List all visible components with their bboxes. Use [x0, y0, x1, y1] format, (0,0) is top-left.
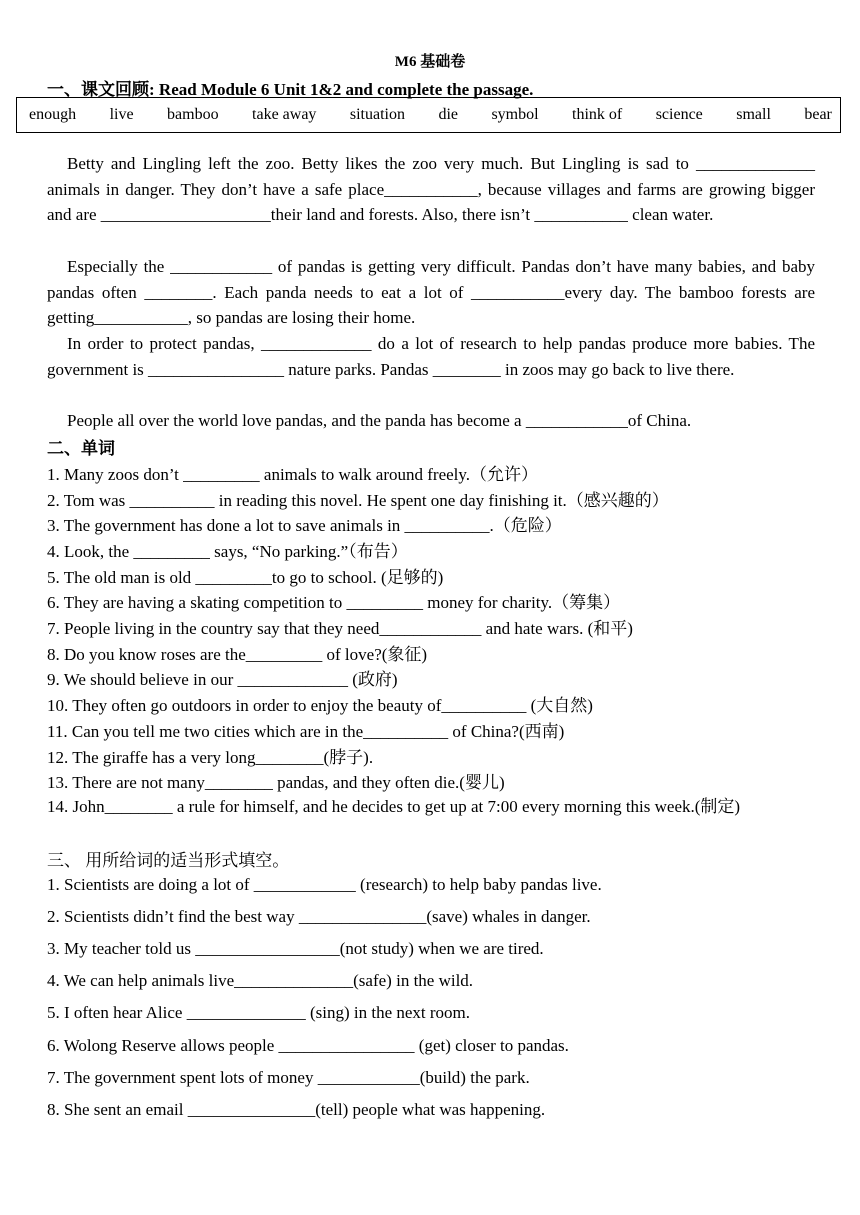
section1-heading: 一、课文回顾: Read Module 6 Unit 1&2 and complete the passage.: [47, 80, 534, 99]
section2-heading: 二、单词: [47, 439, 115, 458]
word-bank-item: situation: [349, 106, 405, 123]
word-bank-item: take away: [252, 106, 317, 123]
grammar-item: 7. The government spent lots of money ____________(build) the park.: [47, 1068, 530, 1087]
vocab-item: 10. They often go outdoors in order to enjoy the beauty of__________ (大自然): [47, 696, 593, 715]
word-bank-item: small: [736, 106, 771, 123]
vocab-item: 6. They are having a skating competition to _________ money for charity.（筹集）: [47, 593, 621, 612]
grammar-item: 8. She sent an email _______________(tell) people what was happening.: [47, 1100, 546, 1119]
page-title: M6 基础卷: [394, 54, 466, 70]
word-bank-item: science: [655, 106, 703, 123]
grammar-item: 6. Wolong Reserve allows people ________________ (get) closer to pandas.: [47, 1036, 569, 1055]
passage-paragraph: Betty and Lingling left the zoo. Betty likes the zoo very much. But Lingling is sad to ______________ animals in danger. They don’t have a safe place___________, because villages and farms are growing bigger and are ____________________their land and forests. Also, there isn’t ___________ clean water.: [47, 154, 815, 225]
vocab-item: 1. Many zoos don’t _________ animals to walk around freely.（允许）: [47, 465, 539, 484]
grammar-item: 3. My teacher told us _________________(not study) when we are tired.: [47, 939, 544, 958]
word-bank-item: die: [438, 106, 458, 123]
word-bank: [16, 97, 841, 133]
word-bank-item: live: [109, 106, 134, 123]
vocab-item: 8. Do you know roses are the_________ of love?(象征): [47, 645, 428, 664]
word-bank-item: bear: [804, 106, 832, 123]
passage-paragraph: Especially the ____________ of pandas is getting very difficult. Pandas don’t have many babies, and baby pandas often ________. Each panda needs to eat a lot of ___________every day. The bamboo forests are getting___________, so pandas are losing their home.: [47, 257, 815, 328]
word-bank-item: enough: [29, 106, 77, 123]
vocab-item: 11. Can you tell me two cities which are in the__________ of China?(西南): [47, 722, 565, 741]
grammar-item: 1. Scientists are doing a lot of ____________ (research) to help baby pandas live.: [47, 875, 602, 894]
grammar-item: 5. I often hear Alice ______________ (sing) in the next room.: [47, 1003, 471, 1022]
word-bank-item: think of: [572, 106, 623, 123]
grammar-item: 2. Scientists didn’t find the best way _______________(save) whales in danger.: [47, 907, 591, 926]
passage-paragraph: In order to protect pandas, _____________ do a lot of research to help pandas produce more babies. The government is ________________ nature parks. Pandas ________ in zoos may go back to live there.: [47, 334, 815, 379]
vocab-item: 5. The old man is old _________to go to school. (足够的): [47, 568, 444, 587]
vocab-item: 7. People living in the country say that they need____________ and hate wars. (和平): [47, 619, 633, 638]
word-bank-item: bamboo: [167, 106, 219, 123]
vocab-item: 2. Tom was __________ in reading this novel. He spent one day finishing it.（感兴趣的）: [47, 491, 669, 510]
vocab-item: 13. There are not many________ pandas, and they often die.(婴儿): [47, 773, 505, 792]
grammar-item: 4. We can help animals live______________(safe) in the wild.: [47, 971, 474, 990]
section3-heading: 三、 用所给词的适当形式填空。: [47, 851, 290, 870]
vocab-item: 3. The government has done a lot to save animals in __________.（危险）: [47, 516, 562, 535]
passage-paragraph: People all over the world love pandas, and the panda has become a ____________of China.: [67, 411, 692, 430]
vocab-item: 4. Look, the _________ says, “No parking.”（布告）: [47, 542, 408, 561]
vocab-item: 14. John________ a rule for himself, and he decides to get up at 7:00 every morning this week.(制定): [47, 797, 741, 816]
word-bank-item: symbol: [491, 106, 539, 123]
vocab-item: 12. The giraffe has a very long________(脖子).: [47, 748, 374, 767]
vocab-item: 9. We should believe in our _____________ (政府): [47, 670, 398, 689]
